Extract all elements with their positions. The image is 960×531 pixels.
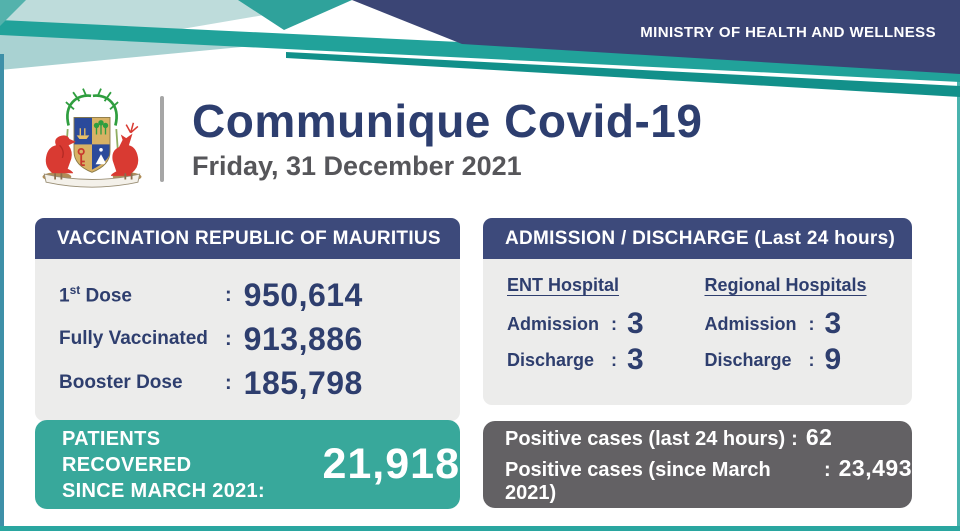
colon: : xyxy=(225,283,232,306)
vaccination-row-value: 950,614 xyxy=(243,276,363,313)
vaccination-panel-header: VACCINATION REPUBLIC OF MAURITIUS xyxy=(35,218,460,259)
vaccination-panel-body xyxy=(35,259,460,421)
admission-panel-header: ADMISSION / DISCHARGE (Last 24 hours) xyxy=(483,218,912,259)
colon: : xyxy=(791,428,798,450)
vaccination-row-booster-dose xyxy=(59,361,442,405)
frame-border-bottom xyxy=(0,526,960,531)
masthead xyxy=(38,84,702,194)
row-value: 3 xyxy=(627,307,644,340)
regional-admission-row xyxy=(705,306,903,342)
ent-hospital-title: ENT Hospital xyxy=(507,275,620,295)
colon: : xyxy=(823,459,831,481)
patients-recovered-value: 21,918 xyxy=(322,440,460,488)
row-label: Positive cases (last 24 hours) xyxy=(505,428,786,450)
row-label: Admission xyxy=(704,313,797,334)
admission-discharge-panel xyxy=(483,218,912,405)
regional-hospitals-column xyxy=(705,275,903,387)
colon: : xyxy=(808,349,815,370)
vaccination-row-label: Booster Dose xyxy=(59,372,183,393)
masthead-text xyxy=(192,96,702,182)
regional-discharge-row xyxy=(705,342,903,378)
vaccination-row-label: Fully Vaccinated xyxy=(59,328,208,349)
colon: : xyxy=(611,313,617,334)
ent-discharge-row xyxy=(507,342,705,378)
row-value: 3 xyxy=(824,307,842,340)
vaccination-row-fully-vaccinated xyxy=(59,317,442,361)
ent-admission-row xyxy=(507,306,705,342)
row-label: Admission xyxy=(507,313,600,334)
vaccination-row-label: 1st Dose xyxy=(59,282,132,307)
row-label: Positive cases (since March 2021) xyxy=(505,459,771,504)
row-value: 3 xyxy=(627,343,644,376)
masthead-divider xyxy=(160,96,164,182)
positive-cases-panel xyxy=(483,421,912,508)
colon: : xyxy=(808,313,815,334)
page-date: Friday, 31 December 2021 xyxy=(192,151,522,181)
ent-hospital-column xyxy=(507,275,705,387)
row-value: 9 xyxy=(824,343,842,376)
vaccination-row-value: 185,798 xyxy=(243,364,363,401)
row-label: Discharge xyxy=(704,349,792,370)
row-value: 62 xyxy=(805,424,833,450)
vaccination-panel xyxy=(35,218,460,421)
colon: : xyxy=(225,327,232,350)
row-label: Discharge xyxy=(507,349,595,370)
ministry-name: MINISTRY OF HEALTH AND WELLNESS xyxy=(640,24,936,41)
positive-cases-total-row xyxy=(505,455,912,505)
colon: : xyxy=(225,371,232,394)
row-value: 23,493 xyxy=(838,455,912,481)
regional-hospitals-title: Regional Hospitals xyxy=(704,275,867,295)
mauritius-coat-of-arms-icon xyxy=(38,87,146,191)
page-title: Communique Covid-19 xyxy=(192,95,703,147)
admission-panel-body xyxy=(483,259,912,405)
frame-border-left xyxy=(0,54,4,531)
colon: : xyxy=(611,349,617,370)
vaccination-row-value: 913,886 xyxy=(243,320,363,357)
positive-cases-24h-row xyxy=(505,424,912,451)
vaccination-row-first-dose xyxy=(59,273,442,317)
patients-recovered-label: PATIENTS RECOVERED SINCE MARCH 2021: xyxy=(62,427,265,502)
patients-recovered-panel xyxy=(35,420,460,509)
